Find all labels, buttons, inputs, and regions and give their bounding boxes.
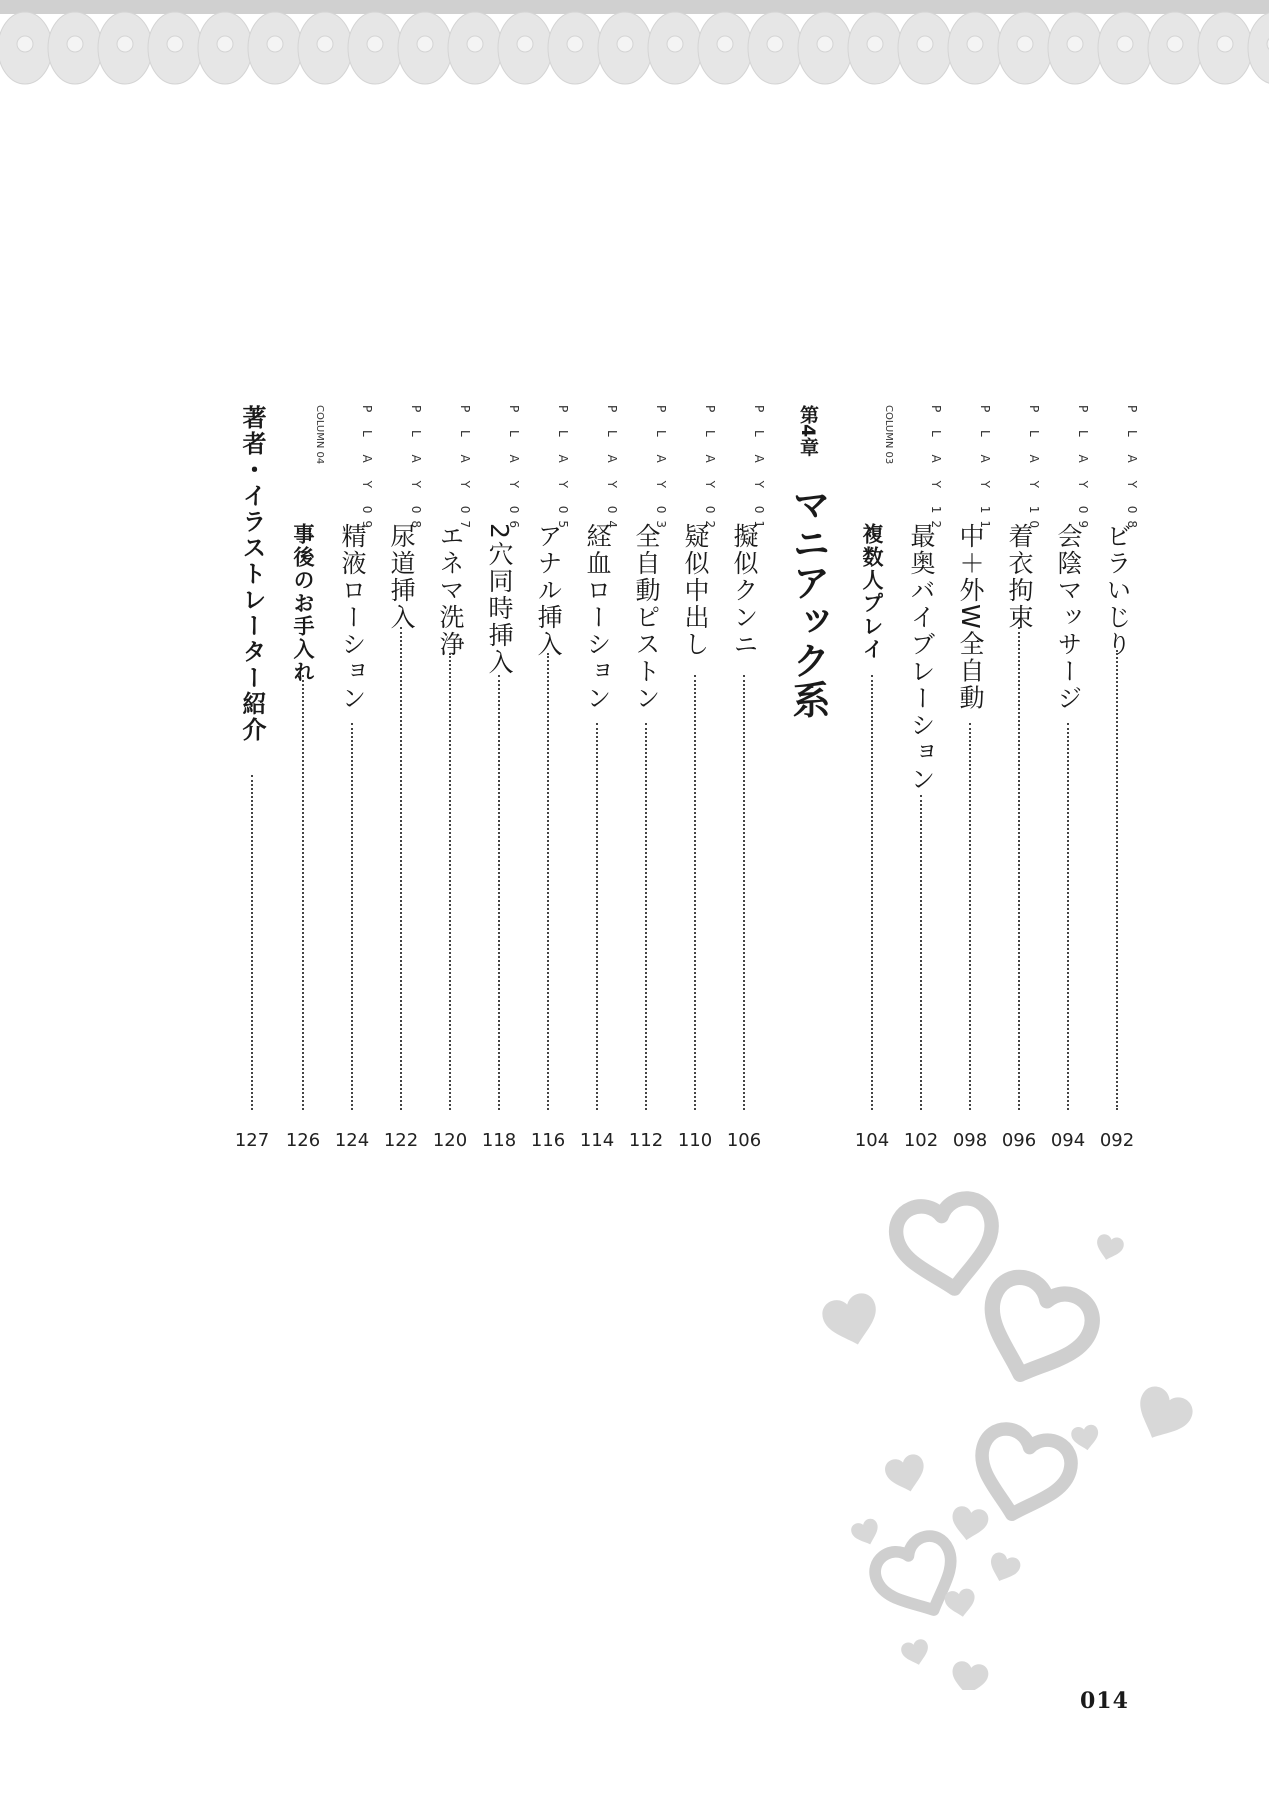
entry-title: 疑似中出し — [681, 523, 710, 658]
toc-entry[interactable] — [330, 405, 374, 1155]
leader-dots — [871, 675, 873, 1110]
lace-rose — [467, 36, 483, 52]
chapter-title: マニアック系 — [786, 485, 830, 719]
lace-rose — [967, 36, 983, 52]
heart-icon — [820, 1290, 884, 1351]
lace-rose — [1067, 36, 1083, 52]
lace-rose — [17, 36, 33, 52]
leader-dots — [498, 675, 500, 1110]
toc-entry-author[interactable] — [230, 405, 274, 1155]
entry-title: アナル挿入 — [534, 523, 563, 658]
page-number: 014 — [1080, 1688, 1129, 1714]
toc-entry[interactable] — [428, 405, 472, 1155]
heart-outline-icon — [972, 1270, 1099, 1392]
toc-entry[interactable] — [948, 405, 992, 1155]
leader-dots — [969, 723, 971, 1110]
entry-page: 126 — [285, 1130, 321, 1151]
heart-icon — [849, 1517, 883, 1549]
entry-page: 114 — [579, 1130, 615, 1151]
entry-page: 096 — [1001, 1130, 1037, 1151]
entry-page: 094 — [1050, 1130, 1086, 1151]
lace-rose — [717, 36, 733, 52]
entry-page: 112 — [628, 1130, 664, 1151]
lace-rose — [317, 36, 333, 52]
entry-label: P L A Y 08 — [409, 405, 423, 535]
entry-title: 尿道挿入 — [387, 523, 416, 631]
entry-title: 事後のお手入れ — [291, 523, 315, 684]
toc-entry[interactable] — [997, 405, 1041, 1155]
entry-label: P L A Y 07 — [458, 405, 472, 535]
toc-entry[interactable] — [526, 405, 570, 1155]
lace-rose — [117, 36, 133, 52]
leader-dots — [251, 775, 253, 1110]
toc-entry[interactable] — [477, 405, 521, 1155]
leader-dots — [400, 627, 402, 1110]
lace-rose — [1217, 36, 1233, 52]
hearts-decoration — [820, 1180, 1220, 1690]
leader-dots — [596, 723, 598, 1110]
heart-icon — [985, 1550, 1022, 1586]
entry-title: 経血ローション — [583, 523, 612, 712]
entry-title: 着衣拘束 — [1005, 523, 1034, 631]
heart-icon — [1093, 1233, 1125, 1264]
entry-label: COLUMN 03 — [883, 405, 894, 465]
lace-rose — [267, 36, 283, 52]
entry-page: 110 — [677, 1130, 713, 1151]
entry-label: P L A Y 12 — [929, 405, 943, 535]
leader-dots — [920, 795, 922, 1110]
lace-rose — [167, 36, 183, 52]
entry-title: 著者・イラストレーター紹介 — [238, 405, 266, 743]
lace-rose — [367, 36, 383, 52]
entry-page: 118 — [481, 1130, 517, 1151]
entry-title: 会陰マッサージ — [1054, 523, 1083, 712]
entry-label: P L A Y 03 — [654, 405, 668, 535]
lace-rose — [1017, 36, 1033, 52]
entry-page: 122 — [383, 1130, 419, 1151]
lace-rose — [667, 36, 683, 52]
heart-icon — [1128, 1382, 1198, 1449]
leader-dots — [645, 723, 647, 1110]
heart-icon — [949, 1660, 990, 1690]
lace-rose — [517, 36, 533, 52]
entry-page: 102 — [903, 1130, 939, 1151]
lace-rose — [817, 36, 833, 52]
lace-rose — [1167, 36, 1183, 52]
entry-title: 擬似クンニ — [730, 523, 759, 658]
lace-rose — [867, 36, 883, 52]
entry-page: 104 — [854, 1130, 890, 1151]
heart-icon — [943, 1587, 977, 1619]
leader-dots — [1018, 627, 1020, 1110]
entry-title: ビラいじり — [1103, 523, 1132, 658]
toc-entry[interactable] — [850, 405, 894, 1155]
toc-entry[interactable] — [899, 405, 943, 1155]
leader-dots — [1067, 723, 1069, 1110]
entry-title: エネマ洗浄 — [436, 523, 465, 658]
entry-label: P L A Y 05 — [556, 405, 570, 535]
toc-entry[interactable] — [624, 405, 668, 1155]
toc-entry[interactable] — [575, 405, 619, 1155]
leader-dots — [351, 723, 353, 1110]
heart-icon — [949, 1505, 990, 1543]
toc-entry[interactable] — [722, 405, 766, 1155]
entry-title: 複数人プレイ — [860, 523, 884, 661]
entry-page: 116 — [530, 1130, 566, 1151]
leader-dots — [302, 675, 304, 1110]
lace-rose — [617, 36, 633, 52]
entry-page: 106 — [726, 1130, 762, 1151]
heart-icon — [900, 1638, 932, 1669]
leader-dots — [449, 653, 451, 1110]
leader-dots — [743, 675, 745, 1110]
entry-page: 092 — [1099, 1130, 1135, 1151]
entry-title: 2穴同時挿入 — [485, 523, 514, 676]
toc-entry[interactable] — [379, 405, 423, 1155]
heart-outline-icon — [892, 1194, 1002, 1296]
entry-page: 120 — [432, 1130, 468, 1151]
entry-label: P L A Y 04 — [605, 405, 619, 535]
chapter-heading[interactable] — [780, 405, 836, 725]
entry-label: P L A Y 09 — [1076, 405, 1090, 535]
heart-outline-icon — [868, 1529, 969, 1626]
lace-rose — [417, 36, 433, 52]
lace-rose — [217, 36, 233, 52]
entry-label: P L A Y 10 — [1027, 405, 1041, 535]
entry-label: P L A Y 09 — [360, 405, 374, 535]
heart-icon — [883, 1452, 930, 1496]
entry-label: P L A Y 01 — [752, 405, 766, 535]
toc-entry[interactable] — [1095, 405, 1139, 1155]
entry-page: 124 — [334, 1130, 370, 1151]
heart-outline-icon — [968, 1424, 1076, 1526]
lace-rose — [767, 36, 783, 52]
toc-entry[interactable] — [673, 405, 717, 1155]
toc-entry[interactable] — [1046, 405, 1090, 1155]
entry-label: P L A Y 08 — [1125, 405, 1139, 535]
lace-scallop — [1248, 12, 1269, 84]
chapter-label: 第4章 — [797, 405, 819, 457]
leader-dots — [1116, 650, 1118, 1110]
entry-label: P L A Y 11 — [978, 405, 992, 535]
lace-rose — [67, 36, 83, 52]
toc-entry[interactable] — [281, 405, 325, 1155]
entry-label: P L A Y 02 — [703, 405, 717, 535]
entry-page: 127 — [234, 1130, 270, 1151]
entry-page: 098 — [952, 1130, 988, 1151]
entry-label: COLUMN 04 — [314, 405, 325, 465]
entry-title: 精液ローション — [338, 523, 367, 712]
lace-border-decoration — [0, 0, 1269, 100]
entry-title: 最奥バイブレーション — [907, 523, 936, 793]
lace-rose — [917, 36, 933, 52]
leader-dots — [694, 675, 696, 1110]
entry-title: 中＋外W全自動 — [956, 523, 985, 712]
leader-dots — [547, 653, 549, 1110]
entry-label: P L A Y 06 — [507, 405, 521, 535]
lace-rose — [567, 36, 583, 52]
lace-rose — [1117, 36, 1133, 52]
entry-title: 全自動ピストン — [632, 523, 661, 712]
heart-icon — [1070, 1424, 1101, 1453]
